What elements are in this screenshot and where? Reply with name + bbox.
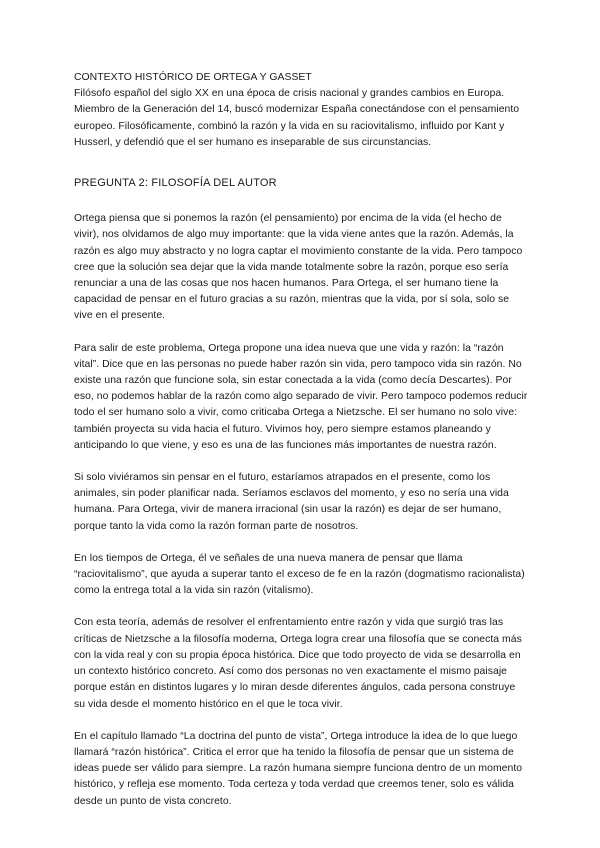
paragraph-5: Con esta teoría, además de resolver el enfrentamiento entre razón y vida que surgió tras las críticas de Nietzsche a la filosofía moderna, Ortega logra crear una filosofía que se conecta más con la vida real y con su propia época histórica. Dice que todo proyecto de vida se desarrolla en un contexto histórico concreto. Así como dos personas no ven exactamente el mismo paisaje porque están en distintos lugares y lo miran desde diferentes ángulos, cada persona construye su vida desde el momento histórico en el que le toca vivir. bbox=[74, 617, 522, 710]
paragraph-2: Para salir de este problema, Ortega propone una idea nueva que une vida y razón: la “razón vital”. Dice que en las personas no puede haber razón sin vida, pero tampoco vida sin razón. No existe una razón que funcione sola, sin estar conectada a la vida (como decía Descartes). Por eso, no podemos hablar de la razón como algo separado de vivir. Pero tampoco podemos reducir todo el ser humano solo a vivir, como criticaba Ortega a Nietzsche. El ser humano no solo vive: también proyecta su vida hacia el futuro. Vivimos hoy, pero siempre estamos planeando y anticipando lo que viene, y eso es una de las funciones más importantes de nuestra razón. bbox=[74, 342, 528, 451]
paragraph-4: En los tiempos de Ortega, él ve señales de una nueva manera de pensar que llama “raciovitalismo”, que ayuda a superar tanto el exceso de fe en la razón (dogmatismo racionalista) como la entrega total a la vida sin razón (vitalismo). bbox=[74, 552, 525, 597]
context-title: CONTEXTO HISTÓRICO DE ORTEGA Y GASSET bbox=[74, 72, 312, 83]
paragraph-6: En el capítulo llamado “La doctrina del punto de vista”, Ortega introduce la idea de lo que luego llamará “razón histórica”. Critica el error que ha tenido la filosofía de pensar que un sistema de ideas puede ser válido para siempre. La razón humana siempre funciona dentro de un momento histórico, y refleja ese momento. Toda certeza y toda verdad que creemos tener, solo es válida desde un punto de vista concreto. bbox=[74, 730, 523, 807]
paragraph-3: Si solo viviéramos sin pensar en el futuro, estaríamos atrapados en el presente, como los animales, sin poder planificar nada. Seríamos esclavos del momento, y eso no sería una vida humana. Para Ortega, vivir de manera irracional (sin usar la razón) es dejar de ser humano, porque tanto la vida como la razón forman parte de nosotros. bbox=[74, 472, 509, 532]
document-page bbox=[74, 70, 529, 810]
context-line-2: Miembro de la Generación del 14, buscó modernizar España conectándose con el pensamiento europeo. Filosóficamente, combinó la razón y la vida en su raciovitalismo, influido por Kant y Husserl, y defendió que el ser humano es inseparable de sus circunstancias. bbox=[74, 104, 520, 148]
context-line-1: Filósofo español del siglo XX en una época de crisis nacional y grandes cambios en Europa. bbox=[74, 88, 505, 100]
paragraph-1: Ortega piensa que si ponemos la razón (el pensamiento) por encima de la vida (el hecho de vivir), nos olvidamos de algo muy importante: que la vida viene antes que la razón. Además, la razón es algo muy abstracto y no logra captar el movimiento constante de la vida. Pero tampoco cree que la solución sea dejar que la vida mande totalmente sobre la razón, porque eso sería renunciar a una de las cosas que nos hacen humanos. Para Ortega, el ser humano tiene la capacidad de pensar en el futuro gracias a su razón, mientras que la vida, por sí sola, solo se vive en el presente. bbox=[74, 213, 523, 322]
historical-context-block bbox=[74, 70, 529, 151]
section-heading: PREGUNTA 2: FILOSOFÍA DEL AUTOR bbox=[74, 177, 277, 190]
